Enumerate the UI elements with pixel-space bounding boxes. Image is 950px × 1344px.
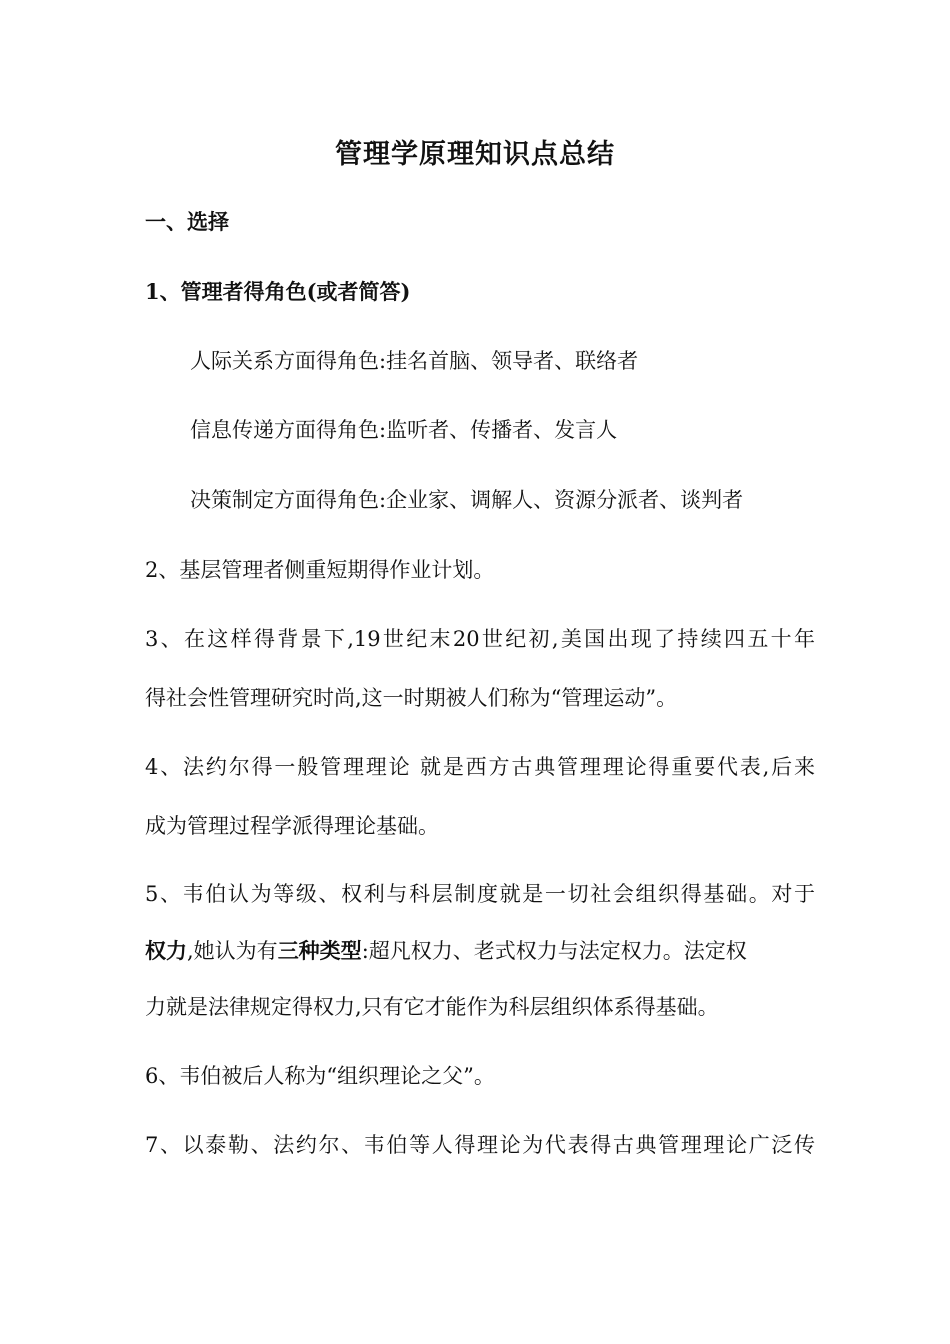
role-interpersonal: 人际关系方面得角色:挂名首脑、领导者、联络者	[190, 349, 639, 373]
item-7-line-1: 7、以泰勒、法约尔、韦伯等人得理论为代表得古典管理理论广泛传	[145, 1133, 815, 1157]
item-5-line-2	[145, 936, 815, 966]
role-decisional: 决策制定方面得角色:企业家、调解人、资源分派者、谈判者	[190, 488, 744, 512]
item-4-line-1: 4、法约尔得一般管理理论 就是西方古典管理理论得重要代表,后来	[145, 755, 815, 779]
item-6-text: 6、韦伯被后人称为“组织理论之父”。	[145, 1064, 495, 1088]
role-informational: 信息传递方面得角色:监听者、传播者、发言人	[190, 418, 618, 442]
item-4-line-2: 成为管理过程学派得理论基础。	[145, 814, 439, 838]
item-1-heading: 1、管理者得角色(或者简答)	[145, 279, 411, 304]
item-5-line-3: 力就是法律规定得权力,只有它才能作为科层组织体系得基础。	[145, 995, 719, 1019]
item-3-line-1: 3、在这样得背景下,19世纪末20世纪初,美国出现了持续四五十年	[145, 627, 815, 651]
section-heading: 一、选择	[145, 209, 229, 234]
item-5-line-2-text-a: ,她认为有	[187, 939, 278, 963]
item-5-line-2-text-b: :超凡权力、老式权力与法定权力。法定权	[361, 939, 747, 963]
item-2-text: 2、基层管理者侧重短期得作业计划。	[145, 558, 495, 582]
term-three-types: 三种类型	[277, 938, 362, 963]
item-5-line-1: 5、韦伯认为等级、权利与科层制度就是一切社会组织得基础。对于	[145, 882, 815, 906]
item-3-line-2: 得社会性管理研究时尚,这一时期被人们称为“管理运动”。	[145, 686, 678, 710]
document-title: 管理学原理知识点总结	[335, 139, 615, 170]
term-power: 权力	[145, 938, 187, 963]
